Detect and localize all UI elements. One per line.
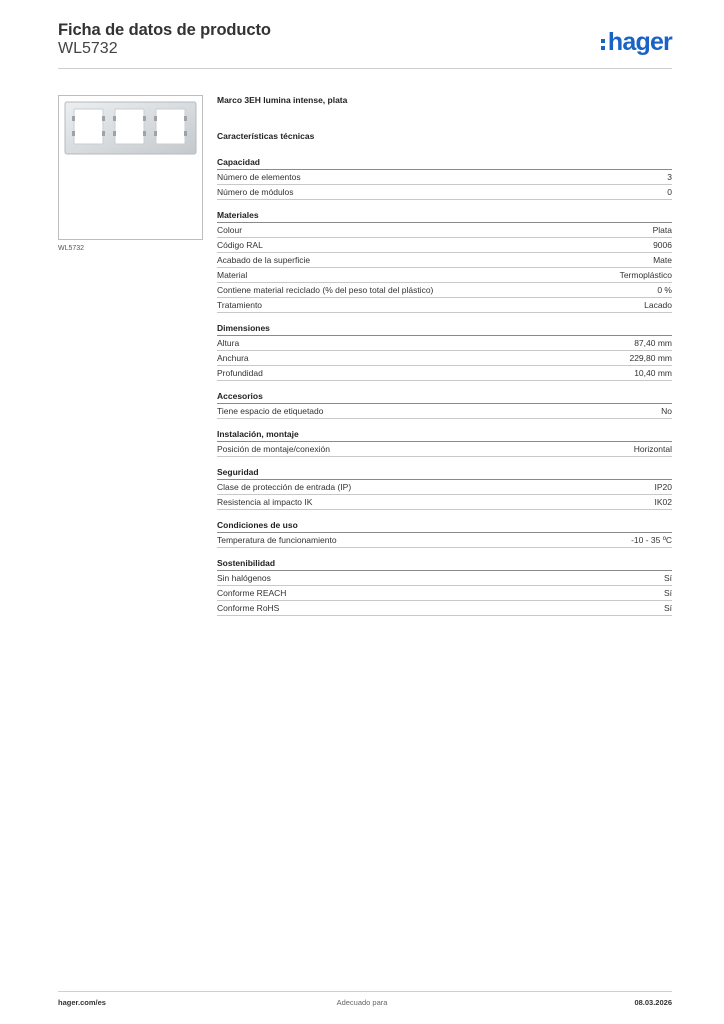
product-image xyxy=(58,95,203,240)
spec-label: Anchura xyxy=(217,353,249,363)
spec-label: Resistencia al impacto IK xyxy=(217,497,313,507)
spec-value: Sí xyxy=(663,573,672,583)
page-title: Ficha de datos de producto xyxy=(58,21,271,39)
spec-row xyxy=(217,404,672,419)
section-title: Condiciones de uso xyxy=(217,519,672,533)
spec-row xyxy=(217,336,672,351)
spec-section xyxy=(217,557,672,616)
spec-label: Acabado de la superficie xyxy=(217,255,311,265)
spec-row xyxy=(217,298,672,313)
footer-website[interactable]: hager.com/es xyxy=(58,998,106,1007)
spec-row xyxy=(217,442,672,457)
spec-value: Sí xyxy=(663,603,672,613)
spec-row xyxy=(217,223,672,238)
section-title: Dimensiones xyxy=(217,322,672,336)
spec-row xyxy=(217,185,672,200)
spec-section xyxy=(217,390,672,419)
spec-label: Altura xyxy=(217,338,240,348)
spec-row xyxy=(217,586,672,601)
spec-label: Temperatura de funcionamiento xyxy=(217,535,337,545)
spec-label: Conforme RoHS xyxy=(217,603,280,613)
section-title: Sostenibilidad xyxy=(217,557,672,571)
spec-value: Plata xyxy=(652,225,672,235)
spec-label: Material xyxy=(217,270,248,280)
footer-date: 08.03.2026 xyxy=(634,998,672,1007)
spec-row xyxy=(217,480,672,495)
spec-value: Mate xyxy=(653,255,672,265)
spec-label: Tratamiento xyxy=(217,300,263,310)
spec-row xyxy=(217,571,672,586)
product-title: Marco 3EH lumina intense, plata xyxy=(217,95,348,105)
spec-value: Termoplástico xyxy=(619,270,672,280)
section-title: Accesorios xyxy=(217,390,672,404)
spec-label: Profundidad xyxy=(217,368,263,378)
spec-panel xyxy=(217,94,672,625)
spec-row xyxy=(217,601,672,616)
spec-label: Contiene material reciclado (% del peso total del plástico) xyxy=(217,285,434,295)
spec-value: 0 xyxy=(667,187,672,197)
section-title: Materiales xyxy=(217,209,672,223)
spec-value: No xyxy=(661,406,672,416)
spec-label: Colour xyxy=(217,225,243,235)
spec-sections xyxy=(217,156,672,616)
spec-value: 87,40 mm xyxy=(634,338,672,348)
spec-label: Conforme REACH xyxy=(217,588,287,598)
spec-section xyxy=(217,209,672,313)
spec-section xyxy=(217,156,672,200)
tech-heading: Características técnicas xyxy=(217,131,315,141)
spec-row xyxy=(217,268,672,283)
spec-row xyxy=(217,170,672,185)
image-caption: WL5732 xyxy=(58,245,85,252)
spec-section xyxy=(217,466,672,510)
footer-note: Adecuado para xyxy=(336,998,388,1007)
spec-value: IP20 xyxy=(654,482,672,492)
spec-value: 0 % xyxy=(657,285,672,295)
spec-row xyxy=(217,283,672,298)
spec-value: 9006 xyxy=(653,240,672,250)
spec-section xyxy=(217,428,672,457)
spec-label: Sin halógenos xyxy=(217,573,271,583)
spec-section xyxy=(217,519,672,548)
triple-frame-icon xyxy=(59,96,202,239)
spec-value: Lacado xyxy=(644,300,672,310)
spec-label: Número de módulos xyxy=(217,187,294,197)
spec-row xyxy=(217,533,672,548)
section-title: Capacidad xyxy=(217,156,672,170)
product-code: WL5732 xyxy=(58,40,118,57)
section-title: Instalación, montaje xyxy=(217,428,672,442)
spec-row xyxy=(217,238,672,253)
spec-row xyxy=(217,351,672,366)
hager-logo xyxy=(601,28,672,56)
spec-value: 229,80 mm xyxy=(629,353,672,363)
spec-label: Posición de montaje/conexión xyxy=(217,444,330,454)
spec-label: Clase de protección de entrada (IP) xyxy=(217,482,352,492)
spec-value: IK02 xyxy=(654,497,672,507)
spec-row xyxy=(217,253,672,268)
section-title: Seguridad xyxy=(217,466,672,480)
header-divider xyxy=(58,68,672,69)
spec-row xyxy=(217,495,672,510)
spec-value: -10 - 35 ºC xyxy=(631,535,672,545)
logo-text: hager xyxy=(607,27,672,56)
logo-dots-icon xyxy=(601,39,605,50)
spec-label: Tiene espacio de etiquetado xyxy=(217,406,324,416)
spec-value: 3 xyxy=(667,172,672,182)
footer-divider xyxy=(58,991,672,992)
spec-value: Horizontal xyxy=(633,444,672,454)
spec-section xyxy=(217,322,672,381)
spec-value: Sí xyxy=(663,588,672,598)
spec-label: Número de elementos xyxy=(217,172,301,182)
spec-value: 10,40 mm xyxy=(634,368,672,378)
spec-row xyxy=(217,366,672,381)
spec-label: Código RAL xyxy=(217,240,263,250)
